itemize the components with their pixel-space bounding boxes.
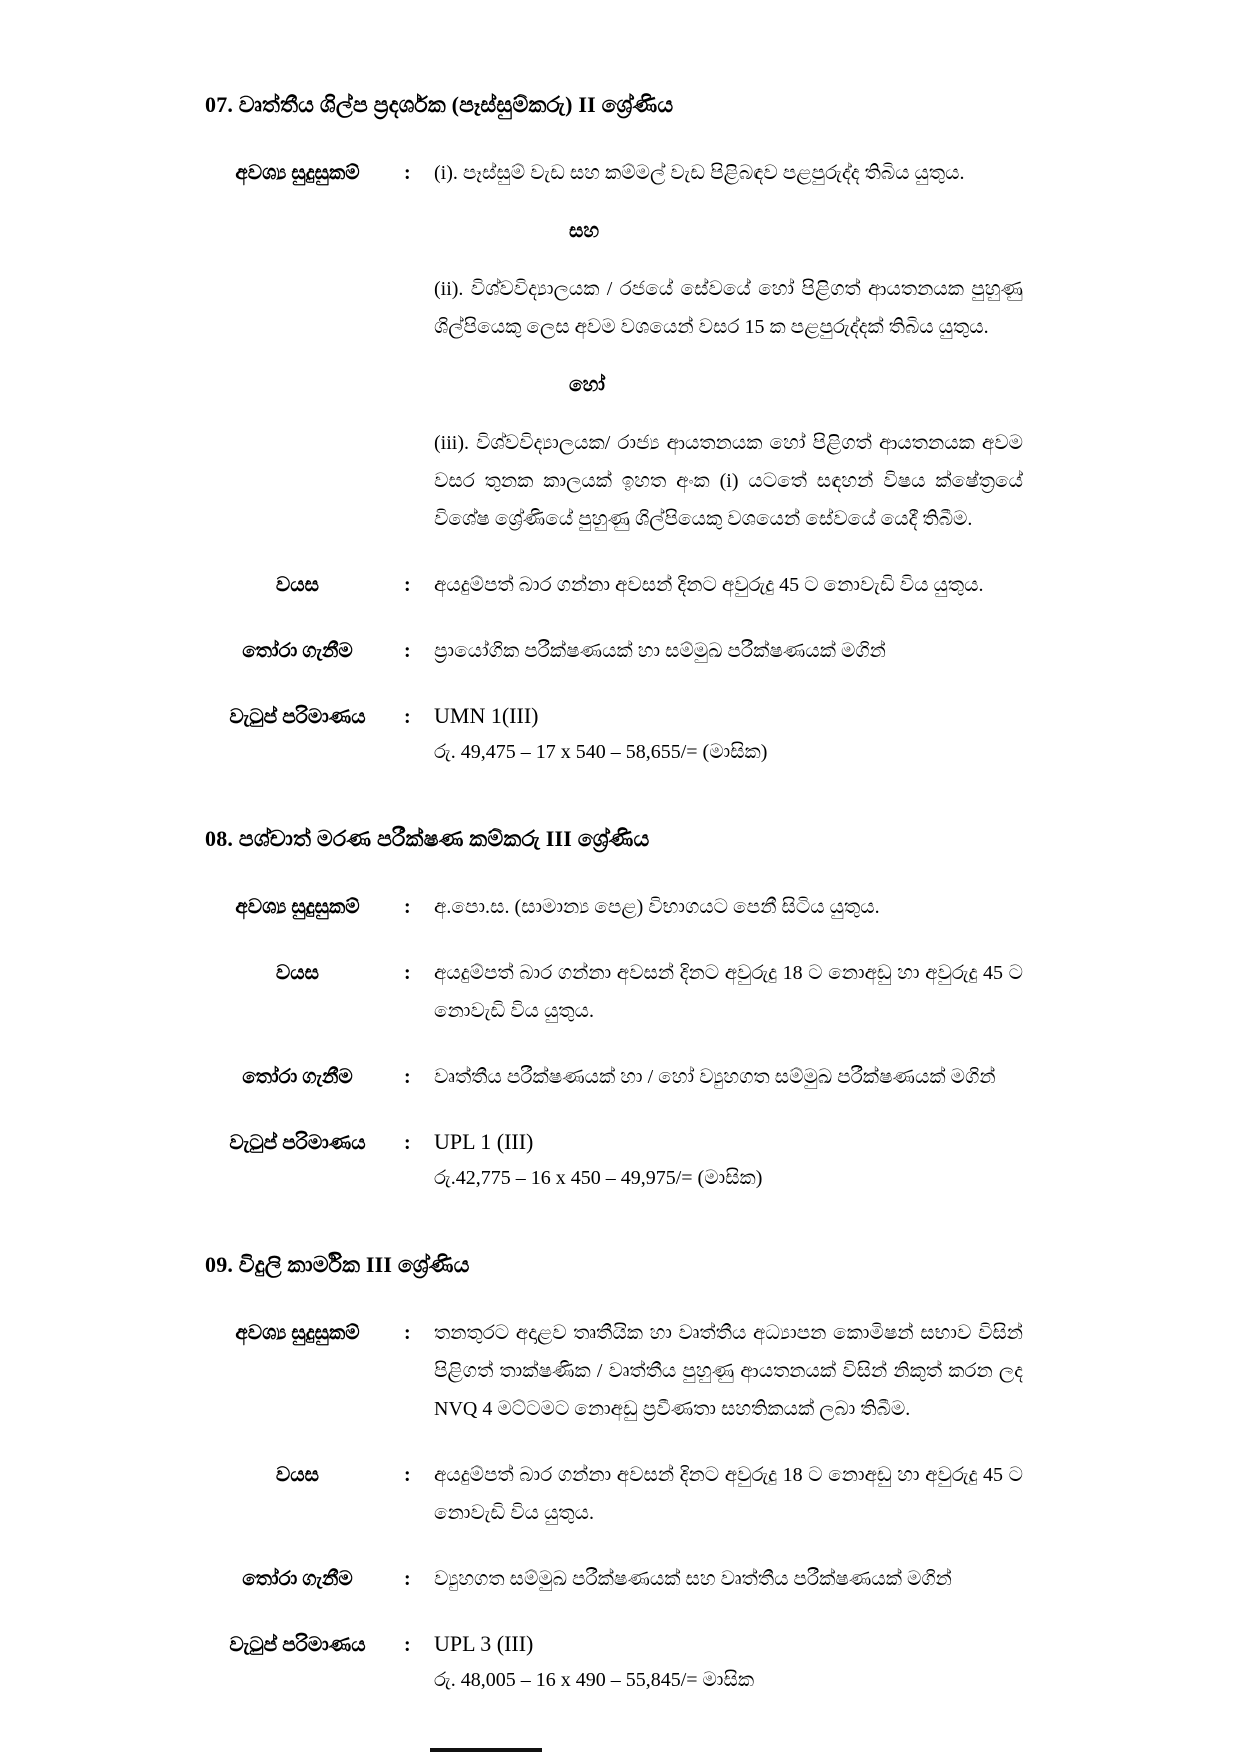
section-07-salary-row — [205, 698, 1023, 770]
section-07 — [205, 92, 1023, 770]
selection-label: තෝරා ගැනීම — [242, 1066, 353, 1088]
section-07-heading: 07. වෘත්තීය ශිල්ප ප්‍රදර්ශක (පෑස්සුම්කරු) II ශ්‍රේණිය — [205, 92, 674, 117]
colon-separator: : — [404, 962, 411, 984]
salary-code: UPL 3 (III) — [434, 1631, 534, 1656]
age-label: වයස — [275, 574, 320, 596]
section-07-qualifications-row — [205, 154, 1023, 538]
salary-label: වැටුප් පරිමාණය — [229, 1132, 366, 1154]
section-07-selection-row — [205, 632, 1023, 670]
age-value — [434, 954, 1023, 1030]
age-label: වයස — [275, 1464, 320, 1486]
qualification-item-i: (i). පෑස්සුම් වැඩ සහ කම්මල් වැඩ පිළිබඳව පළපුරුද්ද තිබිය යුතුය. — [434, 162, 965, 184]
selection-label: තෝරා ගැනීම — [242, 1568, 353, 1590]
salary-scale: රු. 48,005 – 16 x 490 – 55,845/= මාසික — [434, 1669, 755, 1691]
section-09 — [205, 1252, 1023, 1698]
qualifications-label: අවශ්‍ය සුදුසුකම් — [235, 162, 360, 184]
section-08-age-row — [205, 954, 1023, 1030]
colon-separator: : — [404, 1464, 411, 1486]
salary-label: වැටුප් පරිමාණය — [229, 1634, 366, 1656]
qualifications-value — [434, 888, 1023, 926]
salary-value — [434, 1626, 1023, 1698]
section-08-qualifications-row — [205, 888, 1023, 926]
selection-text: ප්‍රායෝගික පරීක්ෂණයක් හා සම්මුඛ පරීක්ෂණයක් මගින් — [434, 640, 886, 662]
selection-value — [434, 632, 1023, 670]
connector-or: හෝ — [569, 374, 605, 396]
colon-separator: : — [404, 162, 411, 184]
age-label: වයස — [275, 962, 320, 984]
section-09-heading: 09. විදුලි කාර්මික III ශ්‍රේණිය — [205, 1252, 470, 1277]
salary-code: UPL 1 (III) — [434, 1129, 534, 1154]
section-09-age-row — [205, 1456, 1023, 1532]
age-text: අයදුම්පත් බාර ගන්නා අවසන් දිනට අවුරුදු 45 ට නොවැඩි විය යුතුය. — [434, 574, 984, 596]
section-08 — [205, 826, 1023, 1196]
section-09-salary-row — [205, 1626, 1023, 1698]
salary-value — [434, 1124, 1023, 1196]
salary-label: වැටුප් පරිමාණය — [229, 706, 366, 728]
section-08-salary-row — [205, 1124, 1023, 1196]
colon-separator: : — [404, 574, 411, 596]
colon-separator: : — [404, 706, 411, 728]
salary-code: UMN 1(III) — [434, 703, 539, 728]
age-text: අයදුම්පත් බාර ගන්නා අවසන් දිනට අවුරුදු 18 ට නොඅඩු හා අවුරුදු 45 ට නොවැඩි විය යුතුය. — [434, 1464, 1023, 1524]
qualification-item: තනතුරට අදාළව තෘතීයික හා වෘත්තීය අධ්‍යාපන කොමිෂන් සභාව විසින් පිළිගත් තාක්ෂණික / වෘත්තීය පුහුණු ආයතනයක් විසින් නිකුත් කරන ලද NVQ 4 මට්ටමට නොඅඩු ප්‍රවීණතා සහතිකයක් ලබා තිබීම. — [434, 1322, 1023, 1420]
selection-label: තෝරා ගැනීම — [242, 640, 353, 662]
section-08-selection-row — [205, 1058, 1023, 1096]
qualification-item-iii: (iii). විශ්වවිද්‍යාලයක/ රාජ්‍ය ආයතනයක හෝ පිළිගත් ආයතනයක අවම වසර තුනක කාලයක් ඉහත අංක (i) යටතේ සඳහන් විෂය ක්ෂේත්‍රයේ විශේෂ ශ්‍රේණියේ පුහුණු ශිල්පියෙකු වශයෙන් සේවයේ යෙදී තිබීම. — [434, 432, 1023, 530]
colon-separator: : — [404, 640, 411, 662]
selection-text: ව්‍යුහගත සම්මුඛ පරීක්ෂණයක් සහ වෘත්තීය පරීක්ෂණයක් මගින් — [434, 1568, 952, 1590]
colon-separator: : — [404, 1322, 411, 1344]
page-bottom-line — [430, 1748, 542, 1752]
selection-value — [434, 1560, 1023, 1598]
colon-separator: : — [404, 896, 411, 918]
qualifications-label: අවශ්‍ය සුදුසුකම් — [235, 896, 360, 918]
qualification-item-ii: (ii). විශ්වවිද්‍යාලයක / රජයේ සේවයේ හෝ පිළිගත් ආයතනයක පුහුණු ශිල්පියෙකු ලෙස අවම වශයෙන් වසර 15 ක පළපුරුද්දක් තිබිය යුතුය. — [434, 278, 1023, 338]
section-09-selection-row — [205, 1560, 1023, 1598]
colon-separator: : — [404, 1634, 411, 1656]
section-08-heading: 08. පශ්චාත් මරණ පරීක්ෂණ කම්කරු III ශ්‍රේණිය — [205, 826, 650, 851]
qualifications-label: අවශ්‍ය සුදුසුකම් — [235, 1322, 360, 1344]
colon-separator: : — [404, 1568, 411, 1590]
salary-scale: රු.42,775 – 16 x 450 – 49,975/= (මාසික) — [434, 1167, 763, 1189]
colon-separator: : — [404, 1066, 411, 1088]
qualifications-value — [434, 154, 1023, 538]
selection-text: වෘත්තීය පරීක්ෂණයක් හා / හෝ ව්‍යුහගත සම්මුඛ පරීක්ෂණයක් මගින් — [434, 1066, 996, 1088]
age-value — [434, 1456, 1023, 1532]
age-value — [434, 566, 1023, 604]
section-09-qualifications-row — [205, 1314, 1023, 1428]
qualification-item: අ.පො.ස. (සාමාන්‍ය පෙළ) විභාගයට පෙනී සිටිය යුතුය. — [434, 896, 880, 918]
qualifications-value — [434, 1314, 1023, 1428]
connector-and: සහ — [569, 220, 600, 242]
salary-scale: රු. 49,475 – 17 x 540 – 58,655/= (මාසික) — [434, 741, 768, 763]
selection-value — [434, 1058, 1023, 1096]
salary-value — [434, 698, 1023, 770]
colon-separator: : — [404, 1132, 411, 1154]
section-07-age-row — [205, 566, 1023, 604]
age-text: අයදුම්පත් බාර ගන්නා අවසන් දිනට අවුරුදු 18 ට නොඅඩු හා අවුරුදු 45 ට නොවැඩි විය යුතුය. — [434, 962, 1023, 1022]
